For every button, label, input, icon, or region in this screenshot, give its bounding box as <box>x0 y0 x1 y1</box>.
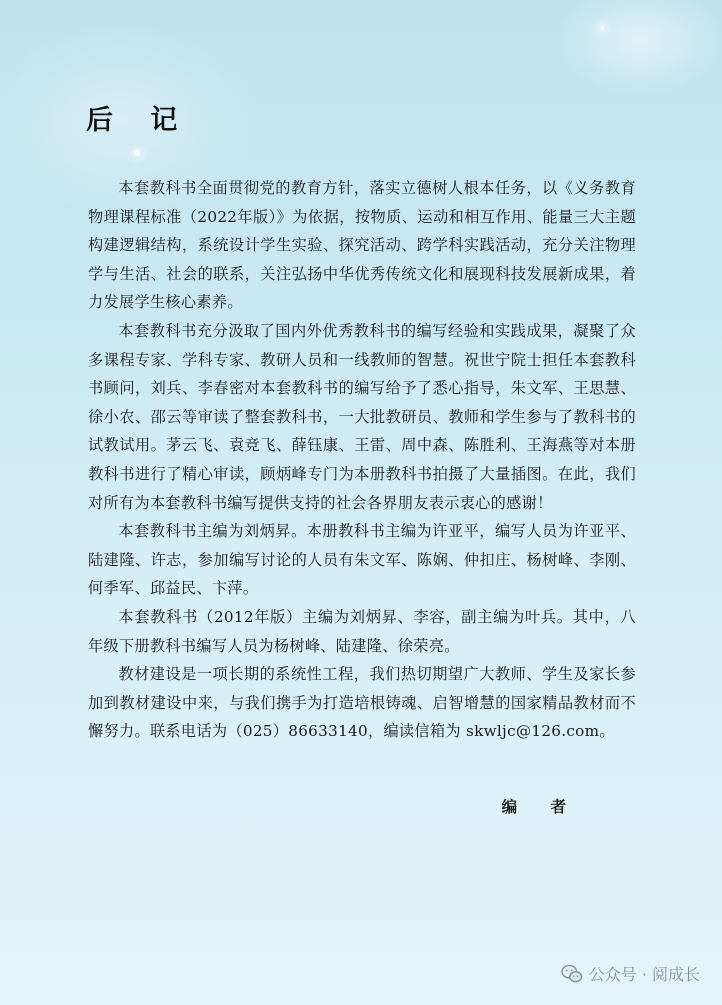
afterword-body <box>88 174 636 746</box>
decorative-sparkle <box>600 26 604 30</box>
watermark-text: 公众号 · 阅成长 <box>588 965 700 984</box>
paragraph: 本套教科书主编为刘炳昇。本册教科书主编为许亚平，编写人员为许亚平、陆建隆、许志，参加编写讨论的人员有朱文军、陈娴、仲扣庄、杨树峰、李刚、何季军、邱益民、卞萍。 <box>88 522 636 598</box>
paragraph: 本套教科书（2012年版）主编为刘炳昇、李容，副主编为叶兵。其中，八年级下册教科书编写人员为杨树峰、陆建隆、徐荣亮。 <box>88 607 636 655</box>
paragraph: 教材建设是一项长期的系统性工程，我们热切期望广大教师、学生及家长参加到教材建设中来，与我们携手为打造培根铸魂、启智增慧的国家精品教材而不懈努力。联系电话为（025）86633140，编读信箱为 skwljc@126.com。 <box>88 665 636 741</box>
wechat-icon <box>561 964 583 984</box>
watermark <box>561 962 700 985</box>
signature: 编 者 <box>501 797 580 816</box>
paragraph: 本套教科书充分汲取了国内外优秀教科书的编写经验和实践成果，凝聚了众多课程专家、学科专家、教研人员和一线教师的智慧。祝世宁院士担任本套教科书顾问，刘兵、李春密对本套教科书的编写给予了悉心指导，朱文军、王思慧、徐小农、邵云等审读了整套教科书，一大批教研员、教师和学生参与了教科书的试教试用。茅云飞、袁竞飞、薛钰康、王雷、周中森、陈胜利、王海燕等对本册教科书进行了精心审读，顾炳峰专门为本册教科书拍摄了大量插图。在此，我们对所有为本套教科书编写提供支持的社会各界朋友表示衷心的感谢！ <box>88 321 636 512</box>
decorative-sparkle <box>134 150 140 156</box>
paragraph: 本套教科书全面贯彻党的教育方针，落实立德树人根本任务，以《义务教育物理课程标准（2022年版）》为依据，按物质、运动和相互作用、能量三大主题构建逻辑结构，系统设计学生实验、探究活动、跨学科实践活动，充分关注物理学与生活、社会的联系，关注弘扬中华优秀传统文化和展现科技发展新成果，着力发展学生核心素养。 <box>88 179 636 312</box>
page-title: 后 记 <box>86 105 192 136</box>
